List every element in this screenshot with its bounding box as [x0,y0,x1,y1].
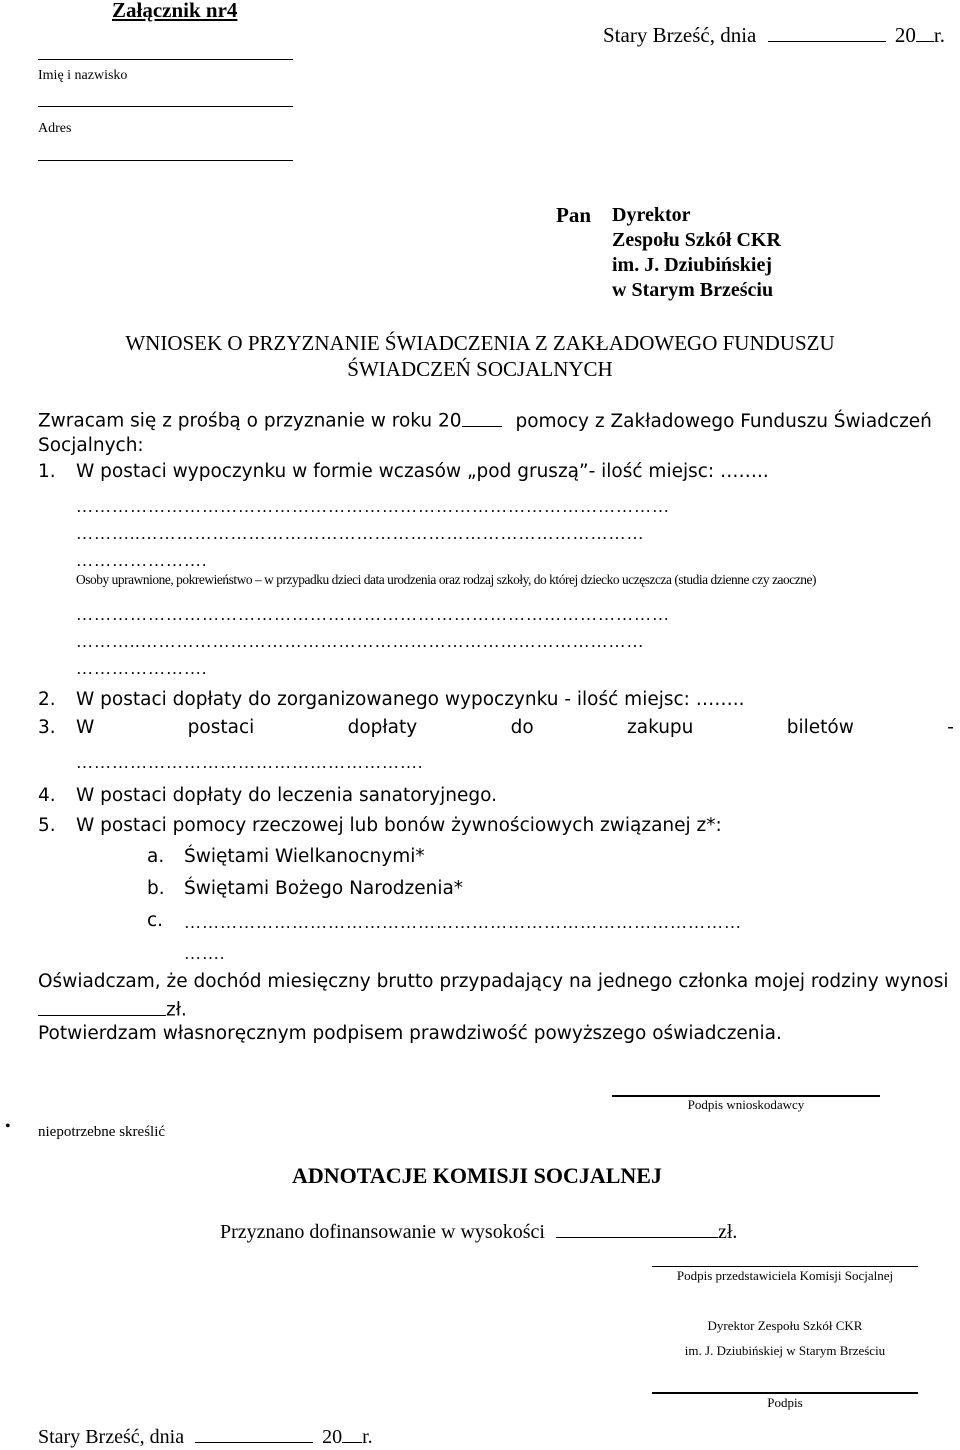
option-b-label: b. [147,878,165,899]
item-1-note: Osoby uprawnione, pokrewieństwo – w przypadku dzieci data urodzenia oraz rodzaj szkoły, do której dziecko uczęszcza (studia dzienne czy zaoczne) [76,572,817,587]
item-2-num: 2. [38,689,56,710]
form-title-line-2: ŚWIADCZEŃ SOCJALNYCH [347,357,613,381]
bottom-place-date [38,1424,373,1449]
income-unit: zł. [166,999,187,1021]
recipient-line: Dyrektor [612,204,691,226]
item-3-num: 3. [38,717,56,738]
item-4-text: W postaci dopłaty do leczenia sanatoryjnego. [76,785,497,806]
granted-blank [556,1219,718,1238]
intro-text-a: Zwracam się z prośbą o przyznanie w roku 20 [38,410,462,432]
intro-text-b: pomocy z Zakładowego Funduszu Świadczeń [515,410,932,432]
recipient-line: w Starym Brześciu [612,279,774,301]
item-2-text: W postaci dopłaty do zorganizowanego wypoczynku - ilość miejsc: …….. [76,689,745,710]
recipient-block [612,203,781,303]
dots-line: …………………. [76,551,208,570]
name-line [38,59,293,60]
item-3-word: dopłaty [347,717,418,738]
attachment-label: Załącznik nr4 [112,0,238,22]
director-signature-line [652,1392,918,1394]
dots-line: …………………. [76,659,208,678]
granted-unit: zł. [717,1221,738,1243]
name-label: Imię i nazwisko [38,68,128,83]
item-3-word: - [947,717,954,738]
option-b-text: Świętami Bożego Narodzenia* [184,878,464,899]
item-3-word: W [76,717,95,738]
dots-line: ……………………………………………………………………………………… [76,497,670,516]
granted-amount [220,1219,737,1244]
bottom-year-prefix: 20 [322,1426,343,1448]
year-blank [916,22,934,42]
recipient-line: im. J. Dziubińskiej [612,254,773,276]
bottom-date-blank [195,1424,313,1443]
option-a-text: Świętami Wielkanocnymi* [184,846,425,867]
rep-signature-line [652,1266,918,1267]
option-c-dots-2: ……. [184,944,226,963]
recipient-prefix: Pan [556,203,592,227]
applicant-signature-label: Podpis wnioskodawcy [687,1097,805,1112]
intro-line-2: Socjalnych: [38,435,144,456]
granted-text: Przyznano dofinansowanie w wysokości [220,1221,545,1243]
form-title-line-1: WNIOSEK O PRZYZNANIE ŚWIADCZENIA Z ZAKŁADOWEGO FUNDUSZU [125,331,835,355]
address-line-2 [38,160,293,161]
footnote-text: niepotrzebne skreślić [38,1124,166,1140]
intro-line-1 [38,409,932,432]
recipient-line: Zespołu Szkół CKR [612,229,781,251]
dots-line: ……………………………………………………………………………………… [76,605,670,624]
place-date [603,22,945,48]
item-1-text: W postaci wypoczynku w formie wczasów „pod gruszą”- ilość miejsc: …….. [76,461,769,482]
director-line-2: im. J. Dziubińskiej w Starym Brześciu [684,1343,886,1358]
committee-heading: ADNOTACJE KOMISJI SOCJALNEJ [292,1163,662,1188]
option-a-label: a. [147,846,165,867]
year-suffix: r. [933,22,945,47]
option-c-dots: ………………………………………………………………………………… [184,913,742,932]
option-c-label: c. [147,910,164,931]
item-3-word: zakupu [627,717,694,738]
director-signature-label: Podpis [767,1395,803,1410]
item-5-num: 5. [38,815,56,836]
income-blank [38,998,166,1016]
address-line-1 [38,106,293,107]
item-3-word: postaci [187,717,255,738]
bottom-year-blank [342,1424,362,1443]
address-label: Adres [38,121,72,136]
date-blank [768,22,886,42]
income-statement: Oświadczam, że dochód miesięczny brutto przypadający na jednego członka mojej rodziny wynosi [38,971,949,992]
bottom-place-date-text: Stary Brześć, dnia [38,1426,185,1448]
bottom-year-suffix: r. [362,1426,373,1448]
income-amount [38,998,187,1021]
confirmation-text: Potwierdzam własnoręcznym podpisem prawdziwość powyższego oświadczenia. [38,1023,782,1044]
rep-signature-label: Podpis przedstawiciela Komisji Socjalnej [676,1268,894,1283]
item-4-num: 4. [38,785,56,806]
item-5-text: W postaci pomocy rzeczowej lub bonów żywnościowych związanej z*: [76,815,722,836]
bullet-icon: • [5,1118,11,1135]
item-3-word: biletów [786,717,854,738]
dots-line: ………..………………………………………………………………………… [76,524,645,543]
year-prefix: 20 [894,22,916,47]
item-1-num: 1. [38,461,56,482]
item-3-text [76,717,954,738]
director-line-1: Dyrektor Zespołu Szkół CKR [707,1318,863,1333]
place-date-text: Stary Brześć, dnia [603,22,757,47]
dots-line: ………..………………………………………………………………………… [76,632,645,651]
item-3-word: do [510,717,534,738]
intro-year-blank [462,409,502,427]
item-3-dots: …………………………………………………. [76,753,424,772]
